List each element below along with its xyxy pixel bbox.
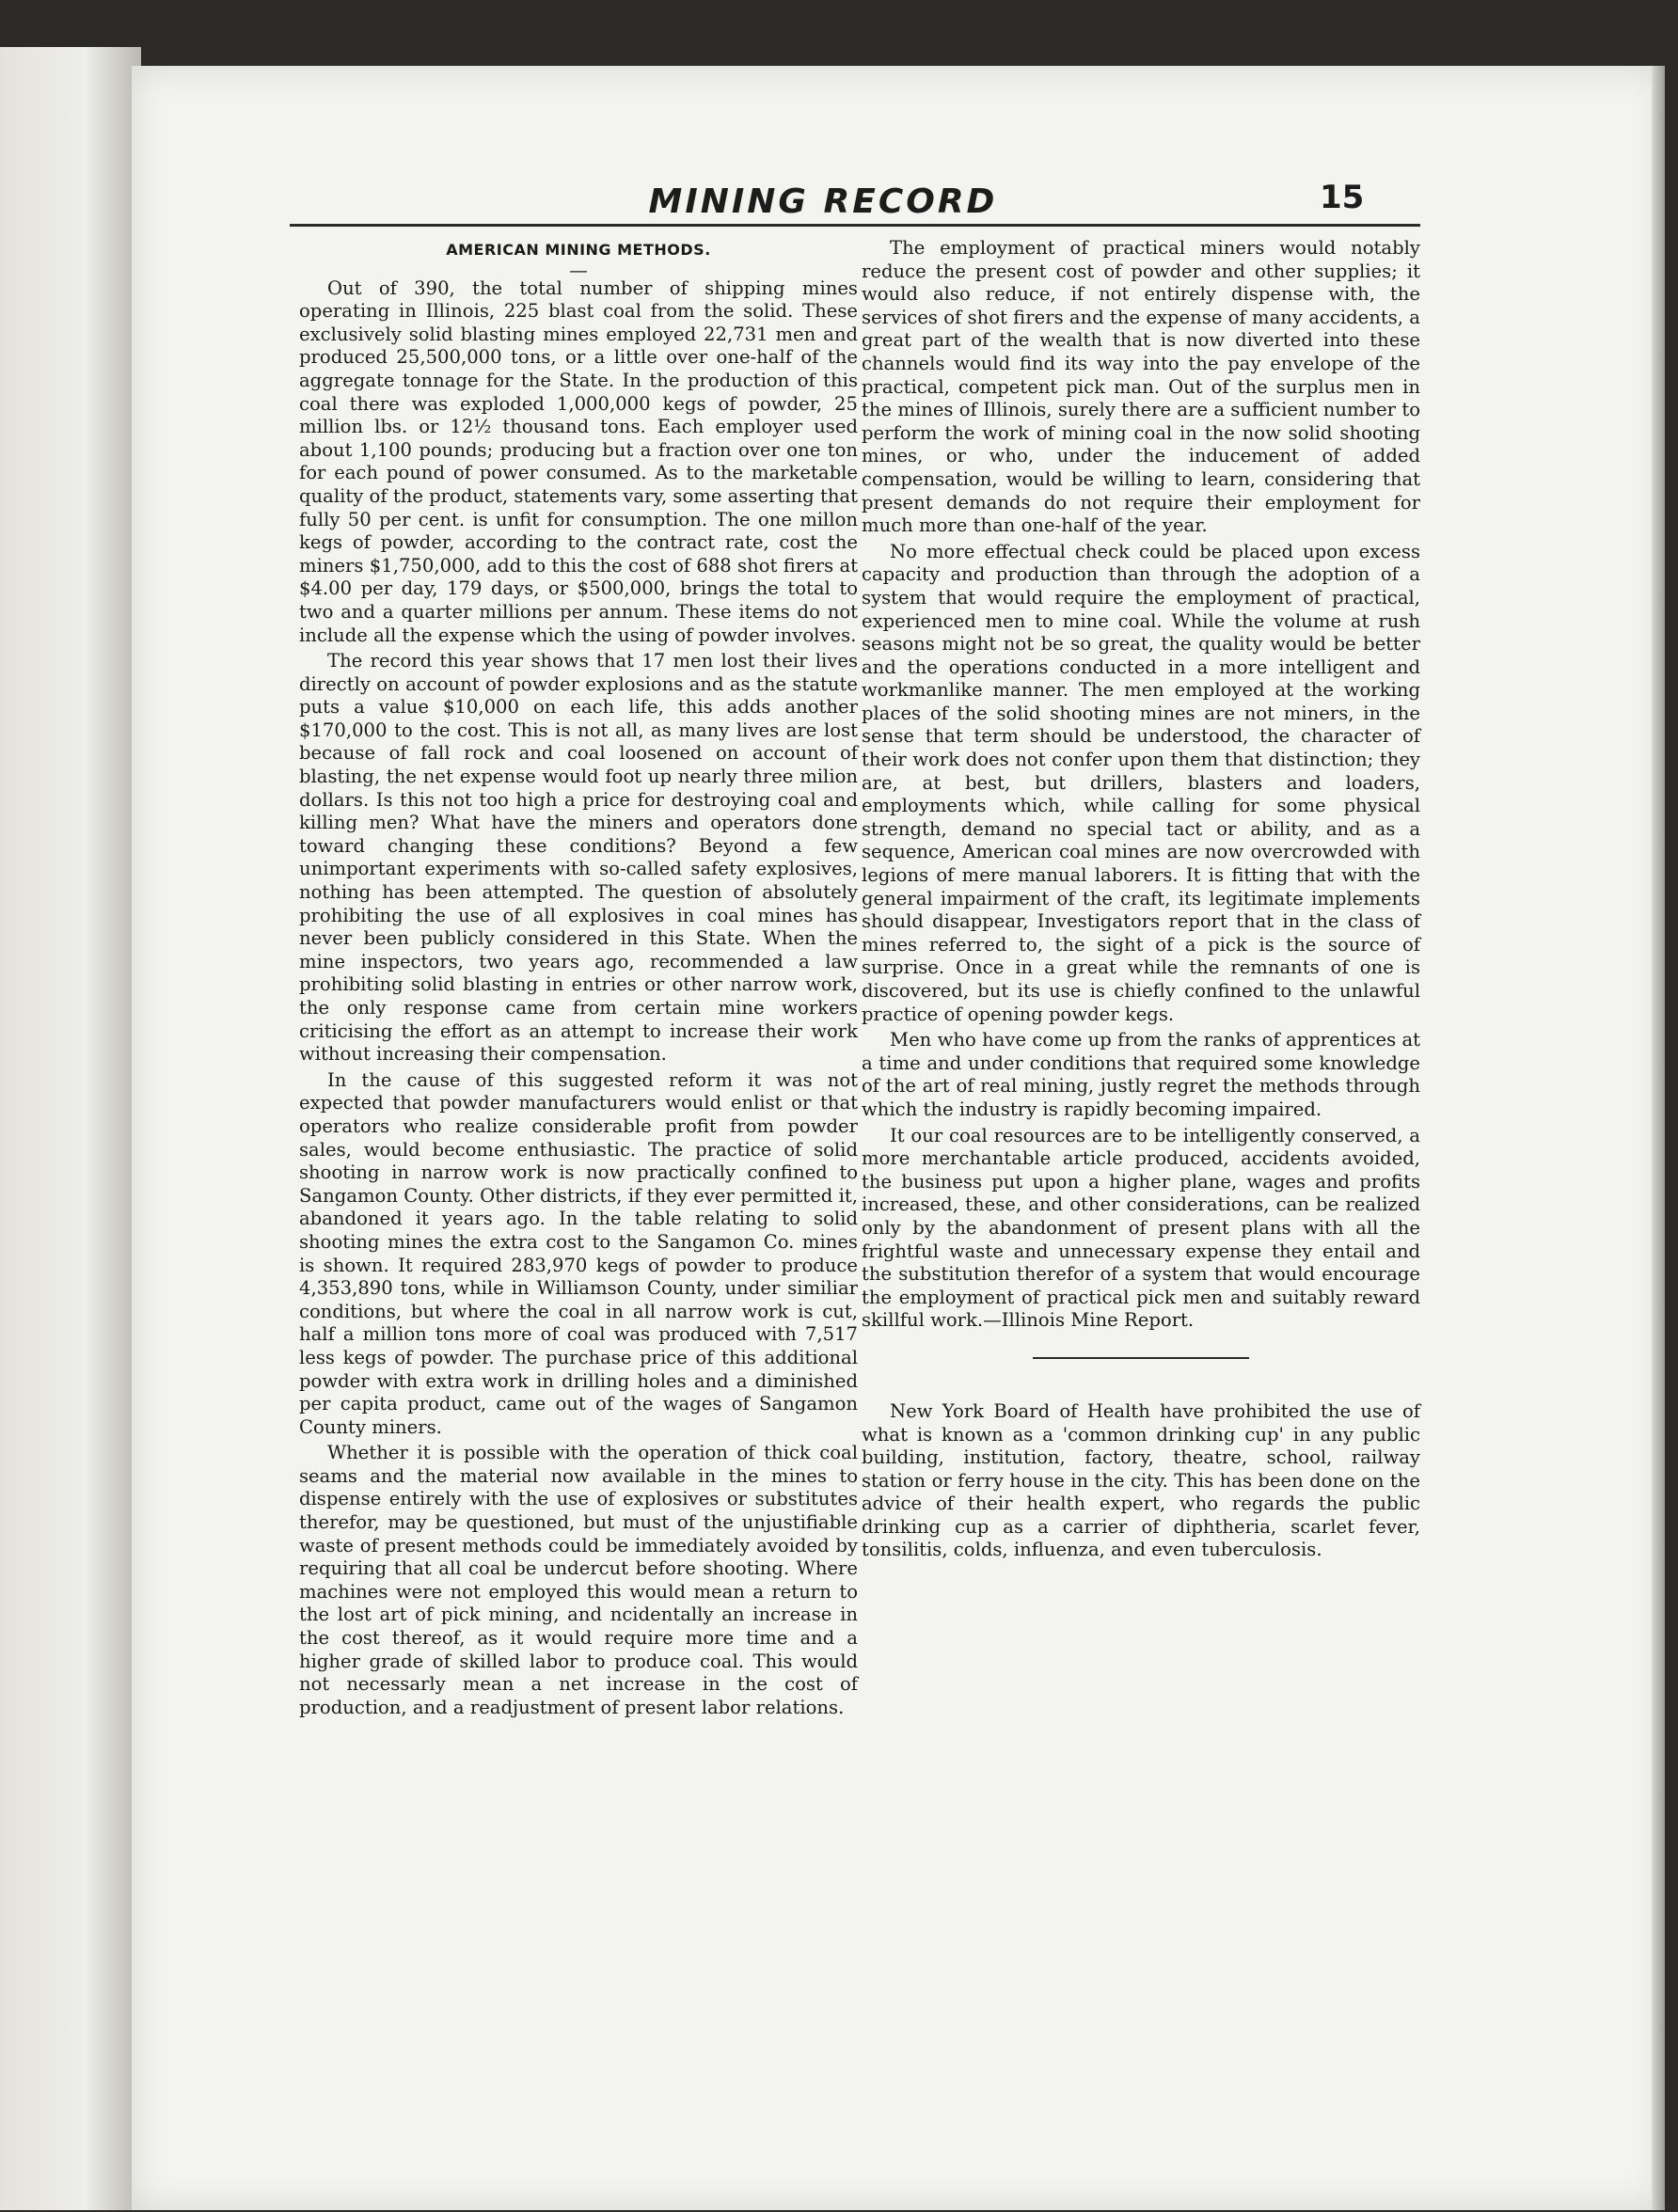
article-paragraph-4: Whether it is possible with the operation of thick coal seams and the material now available in the mines to dispense entirely with the use of explosives or substitutes therefor, may be questioned, but must of the unjustifiable waste of present methods could be immediately avoided by requiring that all coal be undercut before shooting. Where machines were not employed this would mean a return to the lost art of pick mining, and ncidentally an increase in the cost thereof, as it would require more time and a higher grade of skilled labor to produce coal. This would not necessarly mean a net increase in the cost of production, and a readjustment of present labor relations. bbox=[299, 1442, 858, 1718]
health-note-text: New York Board of Health have prohibited the use of what is known as a 'common drinking cup' in any public building, institution, factory, theatre, school, railway station or ferry house in the city. This has been done on the advice of their health expert, who regards the public drinking cup as a carrier of diphtheria, scarlet fever, tonsilitis, colds, influenza, and even tuberculosis. bbox=[862, 1399, 1420, 1561]
article-paragraph-7: Men who have come up from the ranks of apprentices at a time and under conditions that required some knowledge of the art of real mining, justly regret the methods through which the industry is rapidly becoming impaired. bbox=[862, 1029, 1420, 1120]
right-column bbox=[862, 237, 1420, 1565]
left-column bbox=[299, 237, 858, 1722]
health-note bbox=[862, 1400, 1420, 1562]
running-header-title: MINING RECORD bbox=[648, 182, 998, 221]
section-separator bbox=[1033, 1357, 1249, 1359]
article-paragraph-5: The employment of practical miners would notably reduce the present cost of powder and other supplies; it would also reduce, if not entirely dispense with, the services of shot firers and the expense of many accidents, a great part of the wealth that is now diverted into these channels would find its way into the pay envelope of the practical, competent pick man. Out of the surplus men in the mines of Illinois, surely there are a sufficient number to perform the work of mining coal in the now solid shooting mines, or who, under the inducement of added compensation, would be willing to learn, considering that present demands do not require their employment for much more than one-half of the year. bbox=[862, 237, 1420, 537]
title-dash: — bbox=[569, 259, 588, 281]
article-title: AMERICAN MINING METHODS. bbox=[446, 241, 711, 259]
article-paragraph-8: It our coal resources are to be intelligently conserved, a more merchantable article produced, accidents avoided, the business put upon a higher plane, wages and profits increased, these, and other considerations, can be realized only by the abandonment of present plans with all the frightful waste and unnecessary expense they entail and the substitution therefor of a system that would encourage the employment of practical pick men and suitably reward skillful work.—Illinois Mine Report. bbox=[862, 1124, 1420, 1332]
page-number: 15 bbox=[1320, 179, 1365, 216]
header-rule bbox=[290, 224, 1420, 227]
article-paragraph-2: The record this year shows that 17 men lost their lives directly on account of powder explosions and as the statute puts a value $10,000 on each life, this adds another $170,000 to the cost. This is not all, as many lives are lost because of fall rock and coal loosened on account of blasting, the net expense would foot up nearly three milion dollars. Is this not too high a price for destroying coal and killing men? What have the miners and operators done toward changing these conditions? Beyond a few unimportant experiments with so-called safety explosives, nothing has been attempted. The question of absolutely prohibiting the use of all explosives in coal mines has never been publicly considered in this State. When the mine inspectors, two years ago, recommended a law prohibiting solid blasting in entries or other narrow work, the only response came from certain mine workers criticising the effort as an attempt to increase their work without increasing their compensation. bbox=[299, 650, 858, 1066]
article-paragraph-3: In the cause of this suggested reform it was not expected that powder manufacturers would enlist or that operators who realize considerable profit from powder sales, would become enthusiastic. The practice of solid shooting in narrow work is now practically confined to Sangamon County. Other districts, if they ever permitted it, abandoned it years ago. In the table relating to solid shooting mines the extra cost to the Sangamon Co. mines is shown. It required 283,970 kegs of powder to produce 4,353,890 tons, while in Williamson County, under similiar conditions, but where the coal in all narrow work is cut, half a million tons more of coal was produced with 7,517 less kegs of powder. The purchase price of this additional powder with extra work in drilling holes and a diminished per capita product, came out of the wages of Sangamon County miners. bbox=[299, 1068, 858, 1438]
page-edge-shadow bbox=[1652, 66, 1665, 2210]
article-paragraph-6: No more effectual check could be placed upon excess capacity and production than through the adoption of a system that would require the employment of practical, experienced men to mine coal. While the volume at rush seasons might not be so great, the quality would be better and the operations conducted in a more intelligent and workmanlike manner. The men employed at the working places of the solid shooting mines are not miners, in the sense that term should be understood, the character of their work does not confer upon them that distinction; they are, at best, but drillers, blasters and loaders, employments which, while calling for some physical strength, demand no special tact or ability, and as a sequence, American coal mines are now overcrowded with legions of mere manual laborers. It is fitting that with the general impairment of the craft, its legitimate implements should disappear, Investigators report that in the class of mines referred to, the sight of a pick is the source of surprise. Once in a great while the remnants of one is discovered, but its use is chiefly confined to the unlawful practice of opening powder kegs. bbox=[862, 540, 1420, 1025]
article-paragraph-1: Out of 390, the total number of shipping mines operating in Illinois, 225 blast coal from the solid. These exclusively solid blasting mines employed 22,731 men and produced 25,500,000 tons, or a little over one-half of the aggregate tonnage for the State. In the production of this coal there was exploded 1,000,000 kegs of powder, 25 million lbs. or 12½ thousand tons. Each employer used about 1,100 pounds; producing but a fraction over one ton for each pound of power consumed. As to the marketable quality of the product, statements vary, some asserting that fully 50 per cent. is unfit for consumption. The one millon kegs of powder, according to the contract rate, cost the miners $1,750,000, add to this the cost of 688 shot firers at $4.00 per day, 179 days, or $500,000, brings the total to two and a quarter millions per annum. These items do not include all the expense which the using of powder involves. bbox=[299, 276, 858, 646]
facing-page-edge bbox=[0, 47, 141, 2210]
